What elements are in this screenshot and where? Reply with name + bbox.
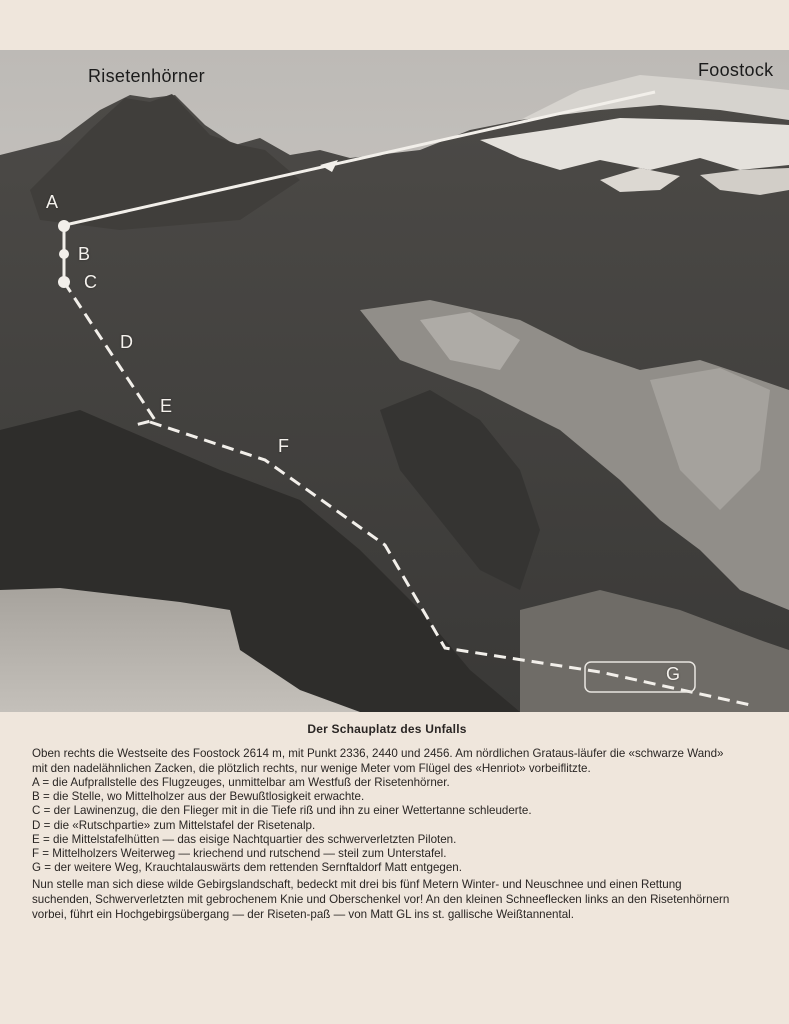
route-point-g: G [666,664,681,684]
caption-intro: Oben rechts die Westseite des Foostock 2614 m, mit Punkt 2336, 2440 und 2456. Am nördlichen Grataus-läufer die «schwarze Wand» mit den nadelähnlichen Zacken, die plötzlich rechts, nur wenige Meter vom Flügel des «Henriot» vorbeiflitzte. [32,747,724,775]
route-point-e: E [160,396,173,416]
legend-item-f: F = Mittelholzers Weiterweg — kriechend und rutschend — steil zum Unterstafel. [32,847,447,861]
route-legend [32,776,742,875]
legend-item-c: C = der Lawinenzug, die den Flieger mit in die Tiefe riß und ihn zu einer Wettertanne schleuderte. [32,804,532,818]
legend-item-b: B = die Stelle, wo Mittelholzer aus der Bewußtlosigkeit erwachte. [32,790,365,804]
route-point-a: A [46,192,59,212]
caption-title: Der Schauplatz des Unfalls [307,722,467,736]
legend-item-a: A = die Aufprallstelle des Flugzeuges, unmittelbar am Westfuß der Risetenhörner. [32,776,450,789]
caption-outro: Nun stelle man sich diese wilde Gebirgslandschaft, bedeckt mit drei bis fünf Metern Winter- und Neuschnee und einen Rettung suchenden, Schwerverletzten mit gebrochenem Knie und Oberschenkel vor! An den kleinen Schneeflecken links an den Risetenhörnern vorbei, führt ein Hochgebirgsübergang — der Riseten-paß — von Matt GL ins st. gallische Weißtannental. [32,878,730,922]
legend-item-g: G = der weitere Weg, Krauchtalauswärts dem rettenden Sernftaldorf Matt entgegen. [32,861,462,875]
mountain-photo [0,50,789,712]
route-point-c: C [84,272,97,292]
route-point-f: F [278,436,289,456]
mountain-photo-image [0,50,789,712]
photo-caption [32,722,742,922]
peak-label-foostock: Foostock [698,60,774,80]
route-point-d: D [120,332,133,352]
peak-label-risetenhoerner: Risetenhörner [88,66,205,86]
legend-item-d: D = die «Rutschpartie» zum Mittelstafel der Risetenalp. [32,818,316,832]
route-point-b: B [78,244,91,264]
legend-item-e: E = die Mittelstafelhütten — das eisige Nachtquartier des schwerverletzten Piloten. [32,832,457,846]
